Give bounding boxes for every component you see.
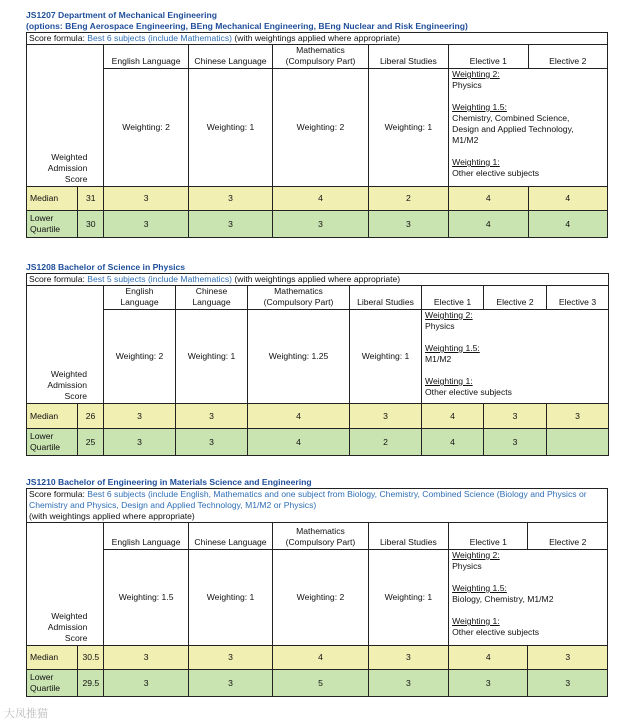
elective-weightings: Weighting 2: Physics Weighting 1.5: M1/M2 Weighting 1: Other elective subjects (422, 310, 609, 404)
header-english: English Language (104, 286, 176, 310)
elective-weightings: Weighting 2: Physics Weighting 1.5: Chemistry, Combined Science, Design and Applied Technology, M1/M2 Weighting 1: Other elective subjects (449, 69, 608, 187)
lower-quartile-score: 30 (78, 211, 104, 238)
header-chinese: Chinese Language (188, 45, 272, 69)
lower-quartile-row: Lower Quartile 25 3 3 4 2 4 3 (27, 429, 609, 456)
header-elective-1: Elective 1 (449, 45, 528, 69)
header-liberal-studies: Liberal Studies (368, 523, 448, 550)
header-english: English Language (104, 45, 188, 69)
programme-js1208 (26, 262, 608, 456)
weighting-chinese: Weighting: 1 (176, 310, 248, 404)
programme-js1210 (26, 477, 608, 697)
header-liberal-studies: Liberal Studies (350, 286, 422, 310)
weighting-liberal-studies: Weighting: 1 (368, 550, 448, 646)
header-elective-2: Elective 2 (484, 286, 547, 310)
lower-quartile-score: 29.5 (78, 670, 104, 697)
weighting-mathematics: Weighting: 2 (273, 69, 368, 187)
weighted-admission-score-label: Weighted Admission Score (27, 286, 104, 404)
score-formula: Score formula: Best 6 subjects (include Mathematics) (with weightings applied where appropriate) (27, 33, 608, 45)
programme-title: JS1208 Bachelor of Science in Physics (26, 262, 186, 272)
header-mathematics: Mathematics (Compulsory Part) (248, 286, 350, 310)
header-elective-2: Elective 2 (528, 45, 608, 69)
header-mathematics: Mathematics (Compulsory Part) (273, 45, 368, 69)
lower-quartile-row: Lower Quartile 29.5 3 3 5 3 3 3 (27, 670, 608, 697)
weighting-english: Weighting: 1.5 (104, 550, 188, 646)
weighting-liberal-studies: Weighting: 1 (368, 69, 448, 187)
median-row: Median 30.5 3 3 4 3 4 3 (27, 646, 608, 670)
score-formula: Score formula: Best 6 subjects (include English, Mathematics and one subject from Biology, Chemistry, Combined Science (Biology and Physics or Chemistry and Physics, Design and Applied Technology, M1/M2 or Physics) (with weightings applied where appropriate) (27, 489, 608, 523)
weighted-admission-score-label: Weighted Admission Score (27, 523, 104, 646)
score-formula: Score formula: Best 5 subjects (include Mathematics) (with weightings applied where appropriate) (27, 274, 609, 286)
header-english: English Language (104, 523, 188, 550)
header-chinese: Chinese Language (176, 286, 248, 310)
weighting-chinese: Weighting: 1 (188, 550, 272, 646)
programme-js1207 (26, 10, 608, 238)
weighting-mathematics: Weighting: 2 (273, 550, 368, 646)
header-chinese: Chinese Language (188, 523, 272, 550)
lower-quartile-score: 25 (78, 429, 104, 456)
programme-subtitle: (options: BEng Aerospace Engineering, BEng Mechanical Engineering, BEng Nuclear and Risk Engineering) (26, 21, 468, 31)
programme-title: JS1210 Bachelor of Engineering in Materials Science and Engineering (26, 477, 312, 487)
median-row: Median 31 3 3 4 2 4 4 (27, 187, 608, 211)
median-score: 26 (78, 404, 104, 429)
watermark: 大凤推猫 (4, 708, 48, 720)
median-score: 30.5 (78, 646, 104, 670)
header-liberal-studies: Liberal Studies (368, 45, 448, 69)
score-table (26, 32, 608, 238)
weighting-mathematics: Weighting: 1.25 (248, 310, 350, 404)
header-elective-2: Elective 2 (528, 523, 608, 550)
elective-weightings: Weighting 2: Physics Weighting 1.5: Biology, Chemistry, M1/M2 Weighting 1: Other elective subjects (449, 550, 608, 646)
score-table (26, 488, 608, 697)
header-mathematics: Mathematics (Compulsory Part) (273, 523, 368, 550)
programme-title: JS1207 Department of Mechanical Engineering (26, 10, 218, 20)
header-elective-3: Elective 3 (547, 286, 609, 310)
median-row: Median 26 3 3 4 3 4 3 3 (27, 404, 609, 429)
score-table (26, 273, 609, 456)
weighting-liberal-studies: Weighting: 1 (350, 310, 422, 404)
lower-quartile-row: Lower Quartile 30 3 3 3 3 4 4 (27, 211, 608, 238)
weighting-english: Weighting: 2 (104, 69, 188, 187)
weighting-english: Weighting: 2 (104, 310, 176, 404)
median-score: 31 (78, 187, 104, 211)
weighting-chinese: Weighting: 1 (188, 69, 272, 187)
weighted-admission-score-label: Weighted Admission Score (27, 45, 104, 187)
header-elective-1: Elective 1 (449, 523, 528, 550)
header-elective-1: Elective 1 (422, 286, 484, 310)
